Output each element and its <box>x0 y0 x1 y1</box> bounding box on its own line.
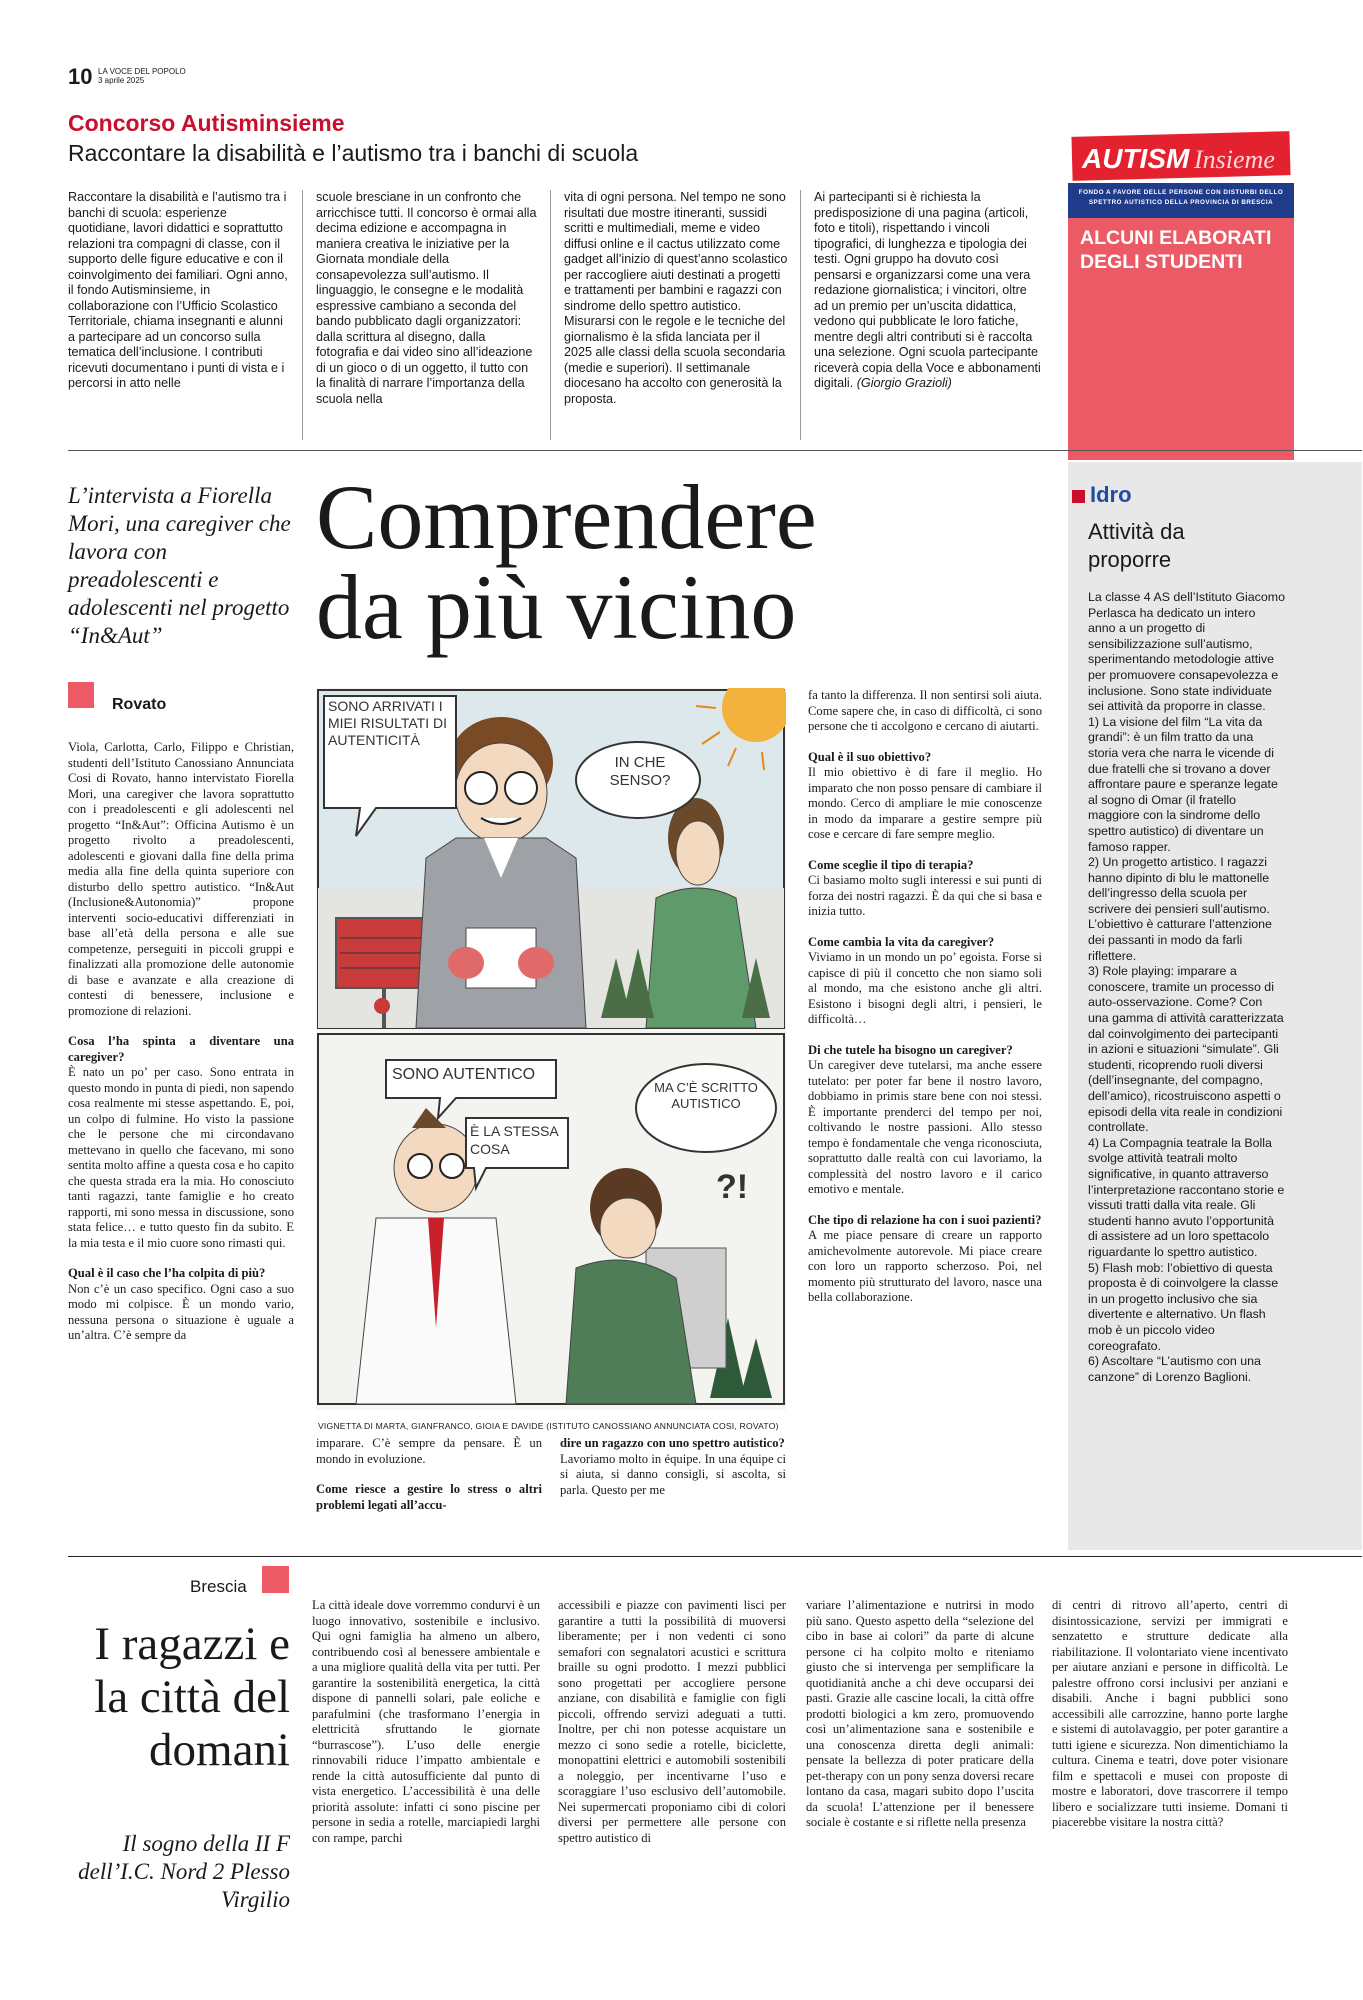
idro-location: Idro <box>1090 482 1132 507</box>
location-marker <box>68 682 94 708</box>
intro-column-4-text: Ai partecipanti si è richiesta la predisposizione di una pagina (articoli, foto e titoli), rispettando i vincoli tipografici, di lunghezza e tipologia dei testi. Ogni gruppo ha dovuto così pensarsi e organizzarsi come una vera redazione giornalistica; i vincitori, oltre ad un premio per un’uscita didattica, vedono qui pubblicate le loro fatiche, mentre degli altri contributi si è raccolta una selezione. Ogni scuola partecipante riceverà copia della Voce e abbonamenti digitali. <box>814 190 1041 390</box>
idro-paragraph: 2) Un progetto artistico. I ragazzi hanno dipinto di blu le mattonelle dell’ingresso della scuola per scrivere dei pensieri sull’autismo. L’obiettivo è catturare l’attenzione dei passanti in modo da farli riflettere. <box>1088 855 1272 963</box>
interview-question: Qual è il suo obiettivo? <box>808 749 932 764</box>
article-lead: L’intervista a Fiorella Mori, una caregiver che lavora con preadolescenti e adolescenti nel progetto “In&Aut” <box>68 483 291 648</box>
section-kicker: Concorso Autisminsieme <box>68 110 345 136</box>
comic-bubble-text: È LA STESSA COSA <box>470 1123 558 1157</box>
idro-paragraph: 4) La Compagnia teatrale la Bolla svolge attività teatrali molto significative, in quanto attraverso l’interpretazione raccontano storie e vissuti tratti dalla vita reale. Gli studenti hanno avuto l’opportunità di assistere ad un loro spettacolo riguardante lo spettro autistico. <box>1088 1135 1285 1259</box>
interview-question: Cosa l’ha spinta a diventare una caregiver? <box>68 1034 294 1064</box>
interview-answer: Ci basiamo molto sugli interessi e sui punti di forza dei nostri ragazzi. È da qui che si basa e inizia tutto. <box>808 873 1042 918</box>
interview-question: dire un ragazzo con uno spettro autistico? <box>560 1436 785 1450</box>
intro-column-1: Raccontare la disabilità e l’autismo tra i banchi di scuola: esperienze quotidiane, lavori didattici e soprattutto relazioni tra compagni di classe, con il supporto delle figure educative e con il coinvolgimento dei familiari. Ogni anno, il fondo Autisminsieme, in collaborazione con l’Ufficio Scolastico Territoriale, chiama insegnanti e alunni a partecipare ad un concorso sulla tematica dell’inclusione. I contributi ricevuti documentano i punti di vista e i percorsi in atto nelle <box>68 190 288 390</box>
brescia-column-3: variare l’alimentazione e nutrirsi in modo più sano. Questo aspetto della “selezione del cibo in base ai colori” da parte di alcune persone ci ha colpito molto e riteniamo giusto che si intervenga per semplificare la quotidianità anche a chi deve occuparsi dei pasti. Grazie alle cascine locali, la città offre prodotti biologici a km zero, promuovendo così un’alimentazione sana e sostenibile e una conoscenza diretta degli animali: pensate la bellezza di poter praticare della pet-therapy con un pony senza doversi recare lontano da casa, magari subito dopo l’uscita da scuola! L’attenzione per il benessere sociale è costante e si riflette nella presenza <box>806 1598 1034 1829</box>
interview-answer: È nato un po’ per caso. Sono entrata in questo mondo in punta di piedi, non sapendo cosa realmente mi stesse aspettando. E, poi, un colpo di fulmine. Ho visto la passione che le persone che mi circondavano mettevano in quello che facevano, mi sono sentita molto affine a questa cosa e ho capito che questa strada era la mia. Ho conosciuto tanti ragazzi, tante famiglie e ho creato rapporti, mi sono messa in discussione, sono stata felice… e tutto questo fin da subito. E la mia testa e il mio cuore sono rimasti qui. <box>68 1065 294 1250</box>
interview-answer: fa tanto la differenza. Il non sentirsi soli aiuta. Come sapere che, in caso di difficoltà, ci sono persone che ti accolgono e cercano di aiutarti. <box>808 688 1042 733</box>
column-divider <box>800 190 801 440</box>
article-column-1 <box>68 740 294 1344</box>
intro-column-2: scuole bresciane in un confronto che arricchisce tutti. Il concorso è ormai alla decima edizione e accompagna in maniera creativa le iniziative per la Giornata mondiale della consapevolezza sull’autismo. Il linguaggio, le consegne e le modalità espressive cambiano a seconda del bando pubblicato dagli organizzatori: dalla scrittura al disegno, dalla fotografia e dai video sino all’ideazione di un gioco o di un oggetto, il tutto con la finalità di narrare l’importanza della scuola nella <box>316 190 537 406</box>
interview-question: Come riesce a gestire lo stress o altri problemi legati all’accu- <box>316 1482 542 1512</box>
article-column-2 <box>316 1436 542 1513</box>
intro-signature: (Giorgio Grazioli) <box>856 376 952 390</box>
article-location: Rovato <box>112 696 167 713</box>
logo-word-insieme: Insieme <box>1194 145 1275 174</box>
idro-paragraph: 5) Flash mob: l’obiettivo di questa proposta è di coinvolgere la classe in un progetto inclusivo che sia divertente e alternativo. Un flash mob è un piccolo video coreografato. <box>1088 1260 1279 1353</box>
comic-bubble-text: SONO AUTENTICO <box>392 1066 536 1083</box>
brescia-column-2: accessibili e piazze con pavimenti lisci per garantire a tutti la possibilità di muoversi liberamente; per i non vedenti ci sono semafori con segnalatori acustici e scrittura braille su ogni prodotto. I mezzi pubblici sono progettati per accogliere persone anziane, con disabilità e famiglie con figli piccoli, offrendo servizi adeguati a tutti. Inoltre, per chi non potesse acquistare un mezzo ci sono sedie a rotelle, biciclette, monopattini elettrici e automobili sostenibili a noleggio, per incentivarne l’uso e scoraggiare l’uso esclusivo dell’automobile. Nei supermercati proponiamo cibi di colori diversi per permettere alle persone con spettro autistico di <box>558 1598 786 1845</box>
interview-answer: Non c’è un caso specifico. Ogni caso a suo modo mi colpisce. È un mondo vario, nessuna persona o situazione è uguale a un’altra. C’è sempre da <box>68 1281 294 1342</box>
page-number: 10 <box>68 64 93 89</box>
comic-bubble-text: SONO ARRIVATI I MIEI RISULTATI DI AUTENTICITÀ <box>328 698 448 748</box>
interview-question: Come sceglie il tipo di terapia? <box>808 857 974 872</box>
section-subtitle: Raccontare la disabilità e l’autismo tra i banchi di scuola <box>68 140 639 166</box>
intro-column-4 <box>814 190 1042 392</box>
masthead-name: LA VOCE DEL POPOLO <box>98 67 186 76</box>
intro-column-3: vita di ogni persona. Nel tempo ne sono risultati due mostre itineranti, sussidi scritti e multimediali, meme e video diffusi online e il cactus utilizzato come gadget all’inizio di quest’anno scolastico per raccogliere aiuti destinati a progetti e trattamenti per bambini e ragazzi con sindrome dello spettro autistico. Misurarsi con le regole e le tecniche del giornalismo è la sfida lanciata per il 2025 alle classi della scuola secondaria (medie e superiori). Il settimanale diocesano ha accolto con generosità la proposta. <box>564 190 788 406</box>
article-paragraph: Viola, Carlotta, Carlo, Filippo e Christian, studenti dell’Istituto Canossiano Annunciata Cosi di Rovato, hanno intervistato Fiorella Mori, una caregiver che lavora soprattutto con i preadolescenti e gli adolescenti nel progetto “In&Aut”: Officina Autismo è un progetto rivolto a preadolescenti, adolescenti e giovani dalla fine della prima media alla fine della quinta superiore con disturbo dello spettro autistico. “In&Aut (Inclusione&Autonomia)” propone interventi socio-educativi differenziati in base all’età della persona e alle sue competenze, perseguiti in piccoli gruppi e finalizzati alla promozione delle autonomie di base e avanzate e alla creazione di contesti di benessere, inclusione e promozione di relazioni. <box>68 740 294 1018</box>
interview-answer: Lavoriamo molto in équipe. In una équipe ci si aiuta, si danno consigli, si ascolta, si parla. Questo per me <box>560 1451 786 1497</box>
interview-answer: Il mio obiettivo è di fare il meglio. Ho imparato che non posso pensare di cambiare il mondo. Cerco di ampliare le mie conoscenze in modo da imparare a gestire sempre più cose e cercare di fare sempre meglio. <box>808 765 1042 841</box>
article-column-3 <box>560 1436 786 1498</box>
logo-word-autism: AUTISM <box>1082 143 1190 174</box>
comic-bubble-text: MA C’È SCRITTO AUTISTICO <box>654 1080 758 1111</box>
masthead <box>98 67 186 85</box>
interview-question: Che tipo di relazione ha con i suoi pazienti? <box>808 1212 1042 1227</box>
brescia-marker <box>262 1566 289 1593</box>
comic-bubble-text: IN CHE SENSO? <box>609 754 671 789</box>
brescia-location: Brescia <box>190 1577 247 1596</box>
idro-title: Attività da proporre <box>1088 519 1185 572</box>
column-divider <box>302 190 303 440</box>
interview-question: Qual è il caso che l’ha colpita di più? <box>68 1266 266 1280</box>
idro-paragraph: La classe 4 AS dell’Istituto Giacomo Perlasca ha dedicato un intero anno a un progetto di sensibilizzazione sull’autismo, sperimentando metodologie attive per promuovere consapevolezza e inclusione. Sono state individuate sei attività da proporre in classe. <box>1088 590 1285 714</box>
section-divider <box>68 1556 1362 1557</box>
brescia-headline: I ragazzi e la città del domani <box>94 1618 290 1776</box>
idro-paragraph: 3) Role playing: imparare a conoscere, tramite un processo di auto-osservazione. Come? Con una gamma di attività caratterizzata dal coinvolgimento dei partecipanti in azioni e situazioni “simulate”. Gli studenti, ricoprendo ruoli diversi (dell’insegnante, del compagno, dell’amico), ricostruiscono aspetti o episodi della vita reale in condizioni controllate. <box>1088 964 1284 1135</box>
brescia-column-1: La città ideale dove vorremmo condurvi è un luogo innovativo, sostenibile e inclusivo. Qui ogni famiglia ha almeno un albero, contribuendo così al benessere ambientale e a una migliore qualità della vita per tutti. Per garantire la sostenibilità energetica, la città dispone di pannelli solari, pale eoliche e parafulmini (che trasformano l’energia in elettricità sfruttando le giornate “burrascose”). L’uso delle energie rinnovabili riduce l’impatto ambientale e rende la città autosufficiente dal punto di vista energetico. L’accessibilità è una delle priorità assolute: infatti ci sono piscine per persone in sedia a rotelle, marciapiedi larghi con rampe, parchi <box>312 1598 540 1845</box>
logo-tagline-line-2: SPETTRO AUTISTICO DELLA PROVINCIA DI BRESCIA <box>1088 199 1274 206</box>
article-column-4 <box>808 688 1042 1306</box>
idro-marker <box>1072 490 1085 503</box>
article-headline <box>316 466 817 658</box>
interview-answer: imparare. C’è sempre da pensare. È un mondo in evoluzione. <box>316 1436 542 1466</box>
logo-tagline-line-1: FONDO A FAVORE DELLE PERSONE CON DISTURBI DELLO <box>1078 189 1284 196</box>
idro-body <box>1088 590 1286 1385</box>
headline-line-2: da più vicino <box>316 556 797 658</box>
idro-paragraph: 6) Ascoltare “L’autismo con una canzone” di Lorenzo Baglioni. <box>1088 1354 1261 1384</box>
interview-question: Di che tutele ha bisogno un caregiver? <box>808 1042 1013 1057</box>
interview-answer: A me piace pensare di creare un rapporto amichevolmente autorevole. Mi piace creare con loro un rapporto scherzoso. Poi, nel momento più strutturato del lavoro, nasce una bella collaborazione. <box>808 1228 1042 1304</box>
headline-line-1: Comprendere <box>316 466 817 568</box>
brescia-subtitle: Il sogno della II F dell’I.C. Nord 2 Plesso Virgilio <box>78 1831 290 1912</box>
masthead-date: 3 aprile 2025 <box>98 76 145 85</box>
brescia-column-4: di centri di ritrovo all’aperto, centri di disintossicazione, servizi per immigrati e senzatetto e strutture dedicate alla riabilitazione. Il volontariato viene incentivato per aiutare anziani e persone in difficoltà. Le palestre offrono corsi inclusivi per anziani e disabili. Anche i bagni pubblici sono accessibili alle carrozzine, hanno porte larghe e sistemi di autolavaggio, per poter garantire a tutti igiene e sicurezza. Non dimentichiamo la cultura. Cinema e teatri, dove poter visionare film e spettacoli e musei con proposte di mostre e laboratori, dove trascorrere il tempo libero e socializzare tutti insieme. Domani ti piacerebbe visitare la nostra città? <box>1052 1598 1288 1829</box>
interview-answer: Viviamo in un mondo un po’ egoista. Forse si capisce di più il concetto che non siamo soli al mondo, ma che esistono anche gli altri. Esistono i bisogni degli altri, i pensieri, le difficoltà… <box>808 950 1042 1026</box>
interview-question: Come cambia la vita da caregiver? <box>808 934 995 949</box>
highlight-box-title: ALCUNI ELABORATI DEGLI STUDENTI <box>1080 227 1272 273</box>
comic-caption: VIGNETTA DI MARTA, GIANFRANCO, GIOIA E DAVIDE (ISTITUTO CANOSSIANO ANNUNCIATA COSI, ROVATO) <box>318 1421 779 1431</box>
column-divider <box>550 190 551 440</box>
interview-answer: Un caregiver deve tutelarsi, ma anche essere tutelato: per poter far bene il nostro lavoro, dobbiamo in primis stare bene con noi stessi. È importante prenderci del tempo per noi, coltivando le nostre passioni. Allo stesso tempo è fondamentale che venga riconosciuta, soprattutto dalle realtà con cui lavoriamo, la complessità del nostro lavoro e il carico emotivo e mentale. <box>808 1058 1042 1196</box>
section-divider <box>68 450 1362 451</box>
comic-exclamation: ?! <box>716 1168 749 1206</box>
logo-tagline <box>1068 183 1294 221</box>
idro-paragraph: 1) La visione del film “La vita da grandi”: è un film tratto da una storia vera che narra le vicende di due fratelli che si trovano a dover affrontare paure e speranze legate al sogno di Omar (il fratello maggiore con la sindrome dello spettro autistico) di diventare un famoso rapper. <box>1088 714 1278 854</box>
comic-illustration <box>316 688 786 1410</box>
